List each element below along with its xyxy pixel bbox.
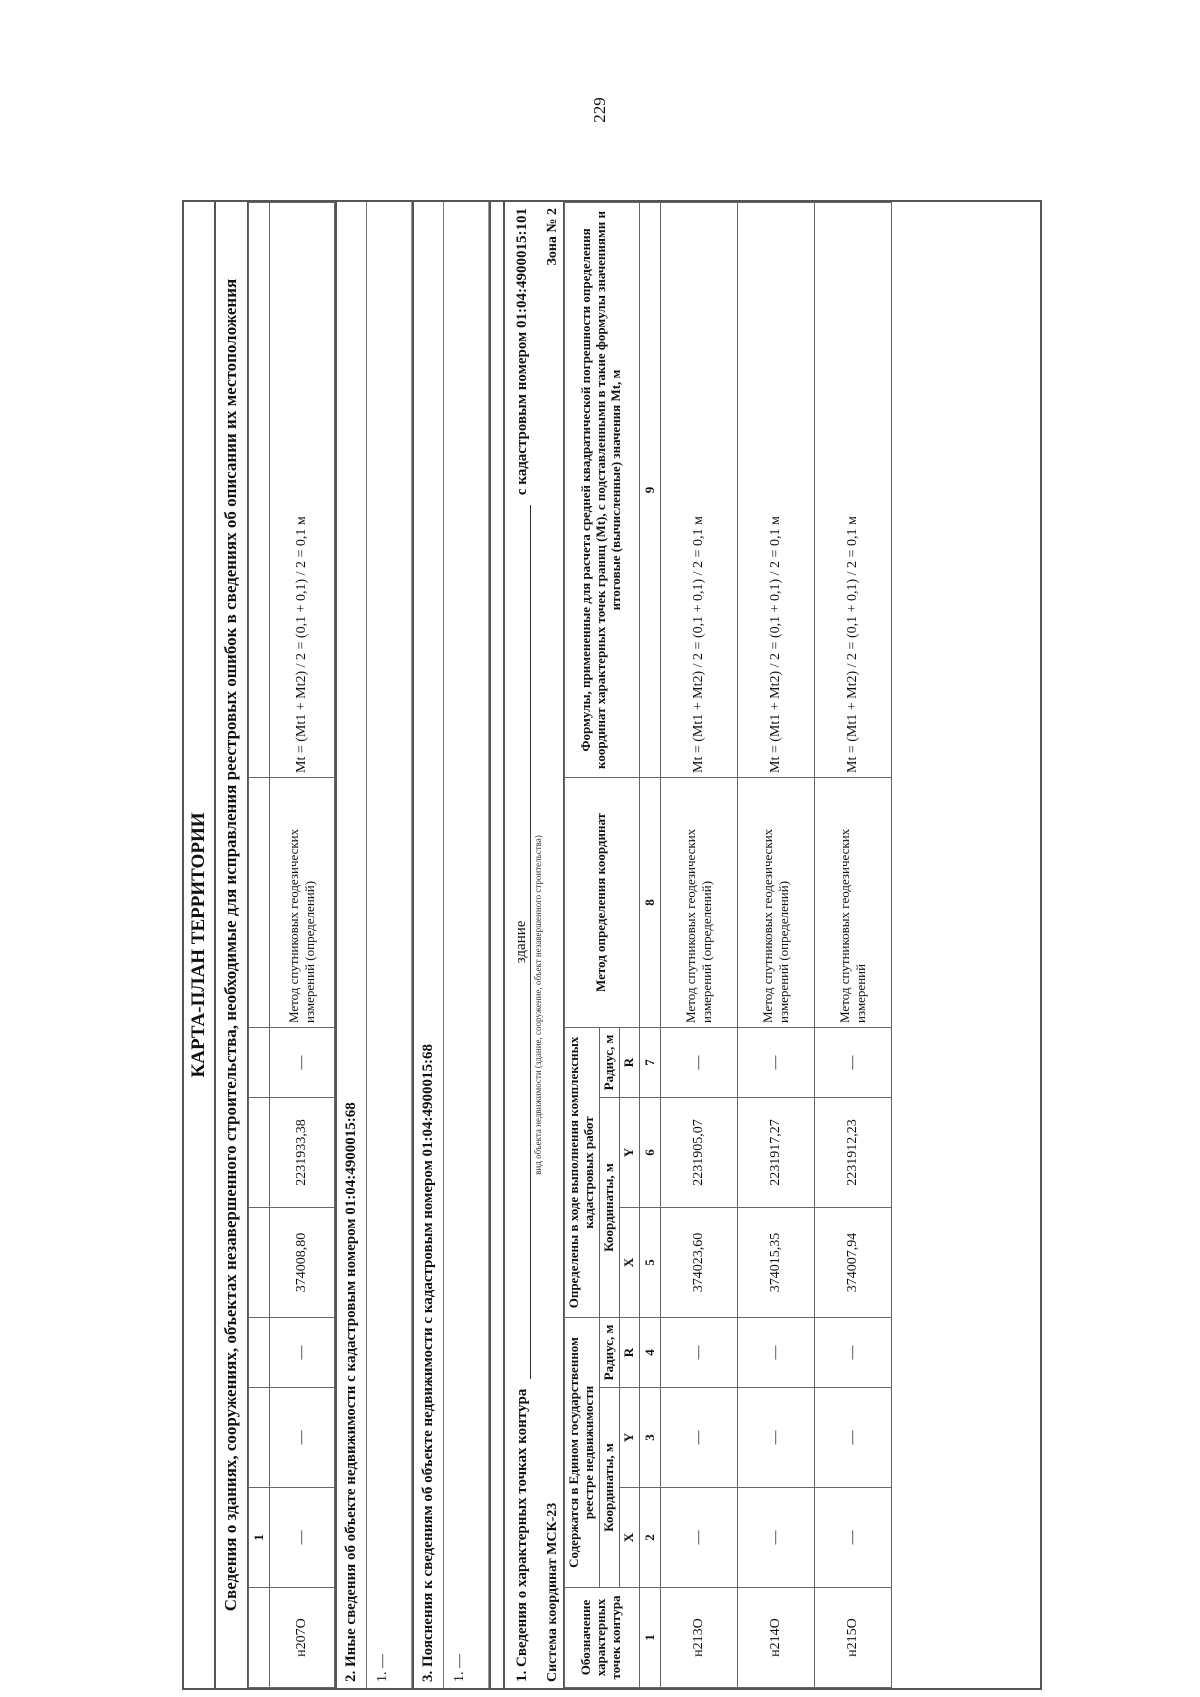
header-point-designation: Обозначение характерных точек контура [564, 1588, 639, 1688]
point-label: н207О [269, 1588, 334, 1688]
r-value: — [660, 1027, 737, 1097]
r-value: — [269, 1028, 334, 1098]
header-formula: Формулы, примененные для расчета средней квадратической погрешности определения координат характерных точек границ (Mt), с подставленными в такие формулы значениями и итоговые (вычисленные) значения Mt, м [564, 203, 639, 778]
coord-system: Система координат МСК-23 [544, 1502, 560, 1682]
point-label: н213О [660, 1588, 737, 1688]
header-r-works: R [619, 1027, 639, 1097]
r-registry: — [814, 1318, 891, 1388]
x-value: 374023,60 [660, 1208, 737, 1318]
x-value: 374007,94 [814, 1208, 891, 1318]
y-value: 2231933,38 [269, 1098, 334, 1208]
y-value: 2231905,07 [660, 1098, 737, 1208]
page-number: 229 [590, 97, 609, 123]
col-number: 9 [639, 203, 660, 778]
point-label: н215О [814, 1588, 891, 1688]
section-3-heading: 3. Пояснения к сведениям об объекте недвижимости с кадастровым номером 01:04:4900015:68 [412, 202, 444, 1688]
top-points-table [248, 202, 335, 1688]
contour-heading [505, 202, 533, 1688]
formula-cell: Mt = (Mt1 + Mt2) / 2 = (0,1 + 0,1) / 2 = 0,1 м [269, 203, 334, 778]
r-value: — [814, 1027, 891, 1097]
zone-label: Зона № 2 [544, 208, 560, 266]
method-cell: Метод спутниковых геодезических измерений [814, 777, 891, 1027]
r-registry: — [660, 1318, 737, 1388]
col-number: 6 [639, 1098, 660, 1208]
r-registry: — [737, 1318, 814, 1388]
header-method: Метод определения координат [564, 777, 639, 1027]
table-row [269, 203, 334, 1688]
method-cell: Метод спутниковых геодезических измерений (определений) [269, 778, 334, 1028]
header-r-egrn: R [619, 1318, 639, 1388]
r-registry: — [269, 1318, 334, 1388]
header-coords-egrn: Координаты, м [599, 1388, 619, 1588]
section-2-heading: 2. Иные сведения об объекте недвижимости с кадастровым номером 01:04:4900015:68 [335, 202, 367, 1688]
col-number: 5 [639, 1208, 660, 1318]
point-label: н214О [737, 1588, 814, 1688]
header-y-egrn: Y [619, 1388, 639, 1488]
y-registry: — [660, 1388, 737, 1488]
r-value: — [737, 1027, 814, 1097]
col-number: 1 [639, 1588, 660, 1688]
y-registry: — [269, 1388, 334, 1488]
col-number: 4 [639, 1318, 660, 1388]
col-number: 3 [639, 1388, 660, 1488]
formula-cell: Mt = (Mt1 + Mt2) / 2 = (0,1 + 0,1) / 2 = 0,1 м [737, 203, 814, 778]
header-egrn-group: Содержатся в Едином государственном реестре недвижимости [564, 1318, 599, 1588]
y-value: 2231917,27 [737, 1098, 814, 1208]
header-y-works: Y [619, 1098, 639, 1208]
method-cell: Метод спутниковых геодезических измерений (определений) [660, 777, 737, 1027]
form-title: КАРТА-ПЛАН ТЕРРИТОРИИ [184, 202, 216, 1688]
y-registry: — [814, 1388, 891, 1488]
section-2-line: 1. — [367, 202, 412, 1688]
section-divider [489, 202, 505, 1688]
y-value: 2231912,23 [814, 1098, 891, 1208]
table-row [660, 203, 737, 1688]
y-registry: — [737, 1388, 814, 1488]
object-type: здание [513, 505, 531, 1379]
x-registry: — [269, 1488, 334, 1588]
column-numbers-row [639, 203, 660, 1688]
header-works-group: Определены в ходе выполнения комплексных кадастровых работ [564, 1027, 599, 1317]
header-x-egrn: X [619, 1488, 639, 1588]
x-registry: — [737, 1488, 814, 1588]
x-value: 374008,80 [269, 1208, 334, 1318]
formula-cell: Mt = (Mt1 + Mt2) / 2 = (0,1 + 0,1) / 2 = 0,1 м [814, 203, 891, 778]
table-row [737, 203, 814, 1688]
table-row [814, 203, 891, 1688]
contour-cadastral: с кадастровым номером 01:04:4900015:101 [513, 208, 530, 496]
section-3-line: 1. — [444, 202, 489, 1688]
formula-cell: Mt = (Mt1 + Mt2) / 2 = (0,1 + 0,1) / 2 = 0,1 м [660, 203, 737, 778]
contour-points-table [564, 202, 892, 1688]
method-cell: Метод спутниковых геодезических измерений (определений) [737, 777, 814, 1027]
form-subtitle: Сведения о зданиях, сооружениях, объектах незавершенного строительства, необходимые для исправления реестровых ошибок в сведениях об описании их местоположения [216, 202, 248, 1688]
header-x-works: X [619, 1208, 639, 1318]
x-registry: — [660, 1488, 737, 1588]
landscape-form [182, 200, 1042, 1690]
header-radius-egrn: Радиус, м [599, 1318, 619, 1388]
col-number: 8 [639, 777, 660, 1027]
coord-zone-line [543, 202, 564, 1688]
contour-label: 1. Сведения о характерных точках контура [513, 1388, 530, 1682]
x-value: 374015,35 [737, 1208, 814, 1318]
top-col-index: 1 [248, 1488, 269, 1588]
object-type-hint: вид объекта недвижимости (здание, сооружение, объект незавершенного строительства) [532, 835, 543, 1175]
col-number: 2 [639, 1488, 660, 1588]
col-number: 7 [639, 1027, 660, 1097]
document-sheet [182, 200, 1200, 1682]
x-registry: — [814, 1488, 891, 1588]
header-radius-works: Радиус, м [599, 1027, 619, 1097]
header-coords-works: Координаты, м [599, 1098, 619, 1318]
